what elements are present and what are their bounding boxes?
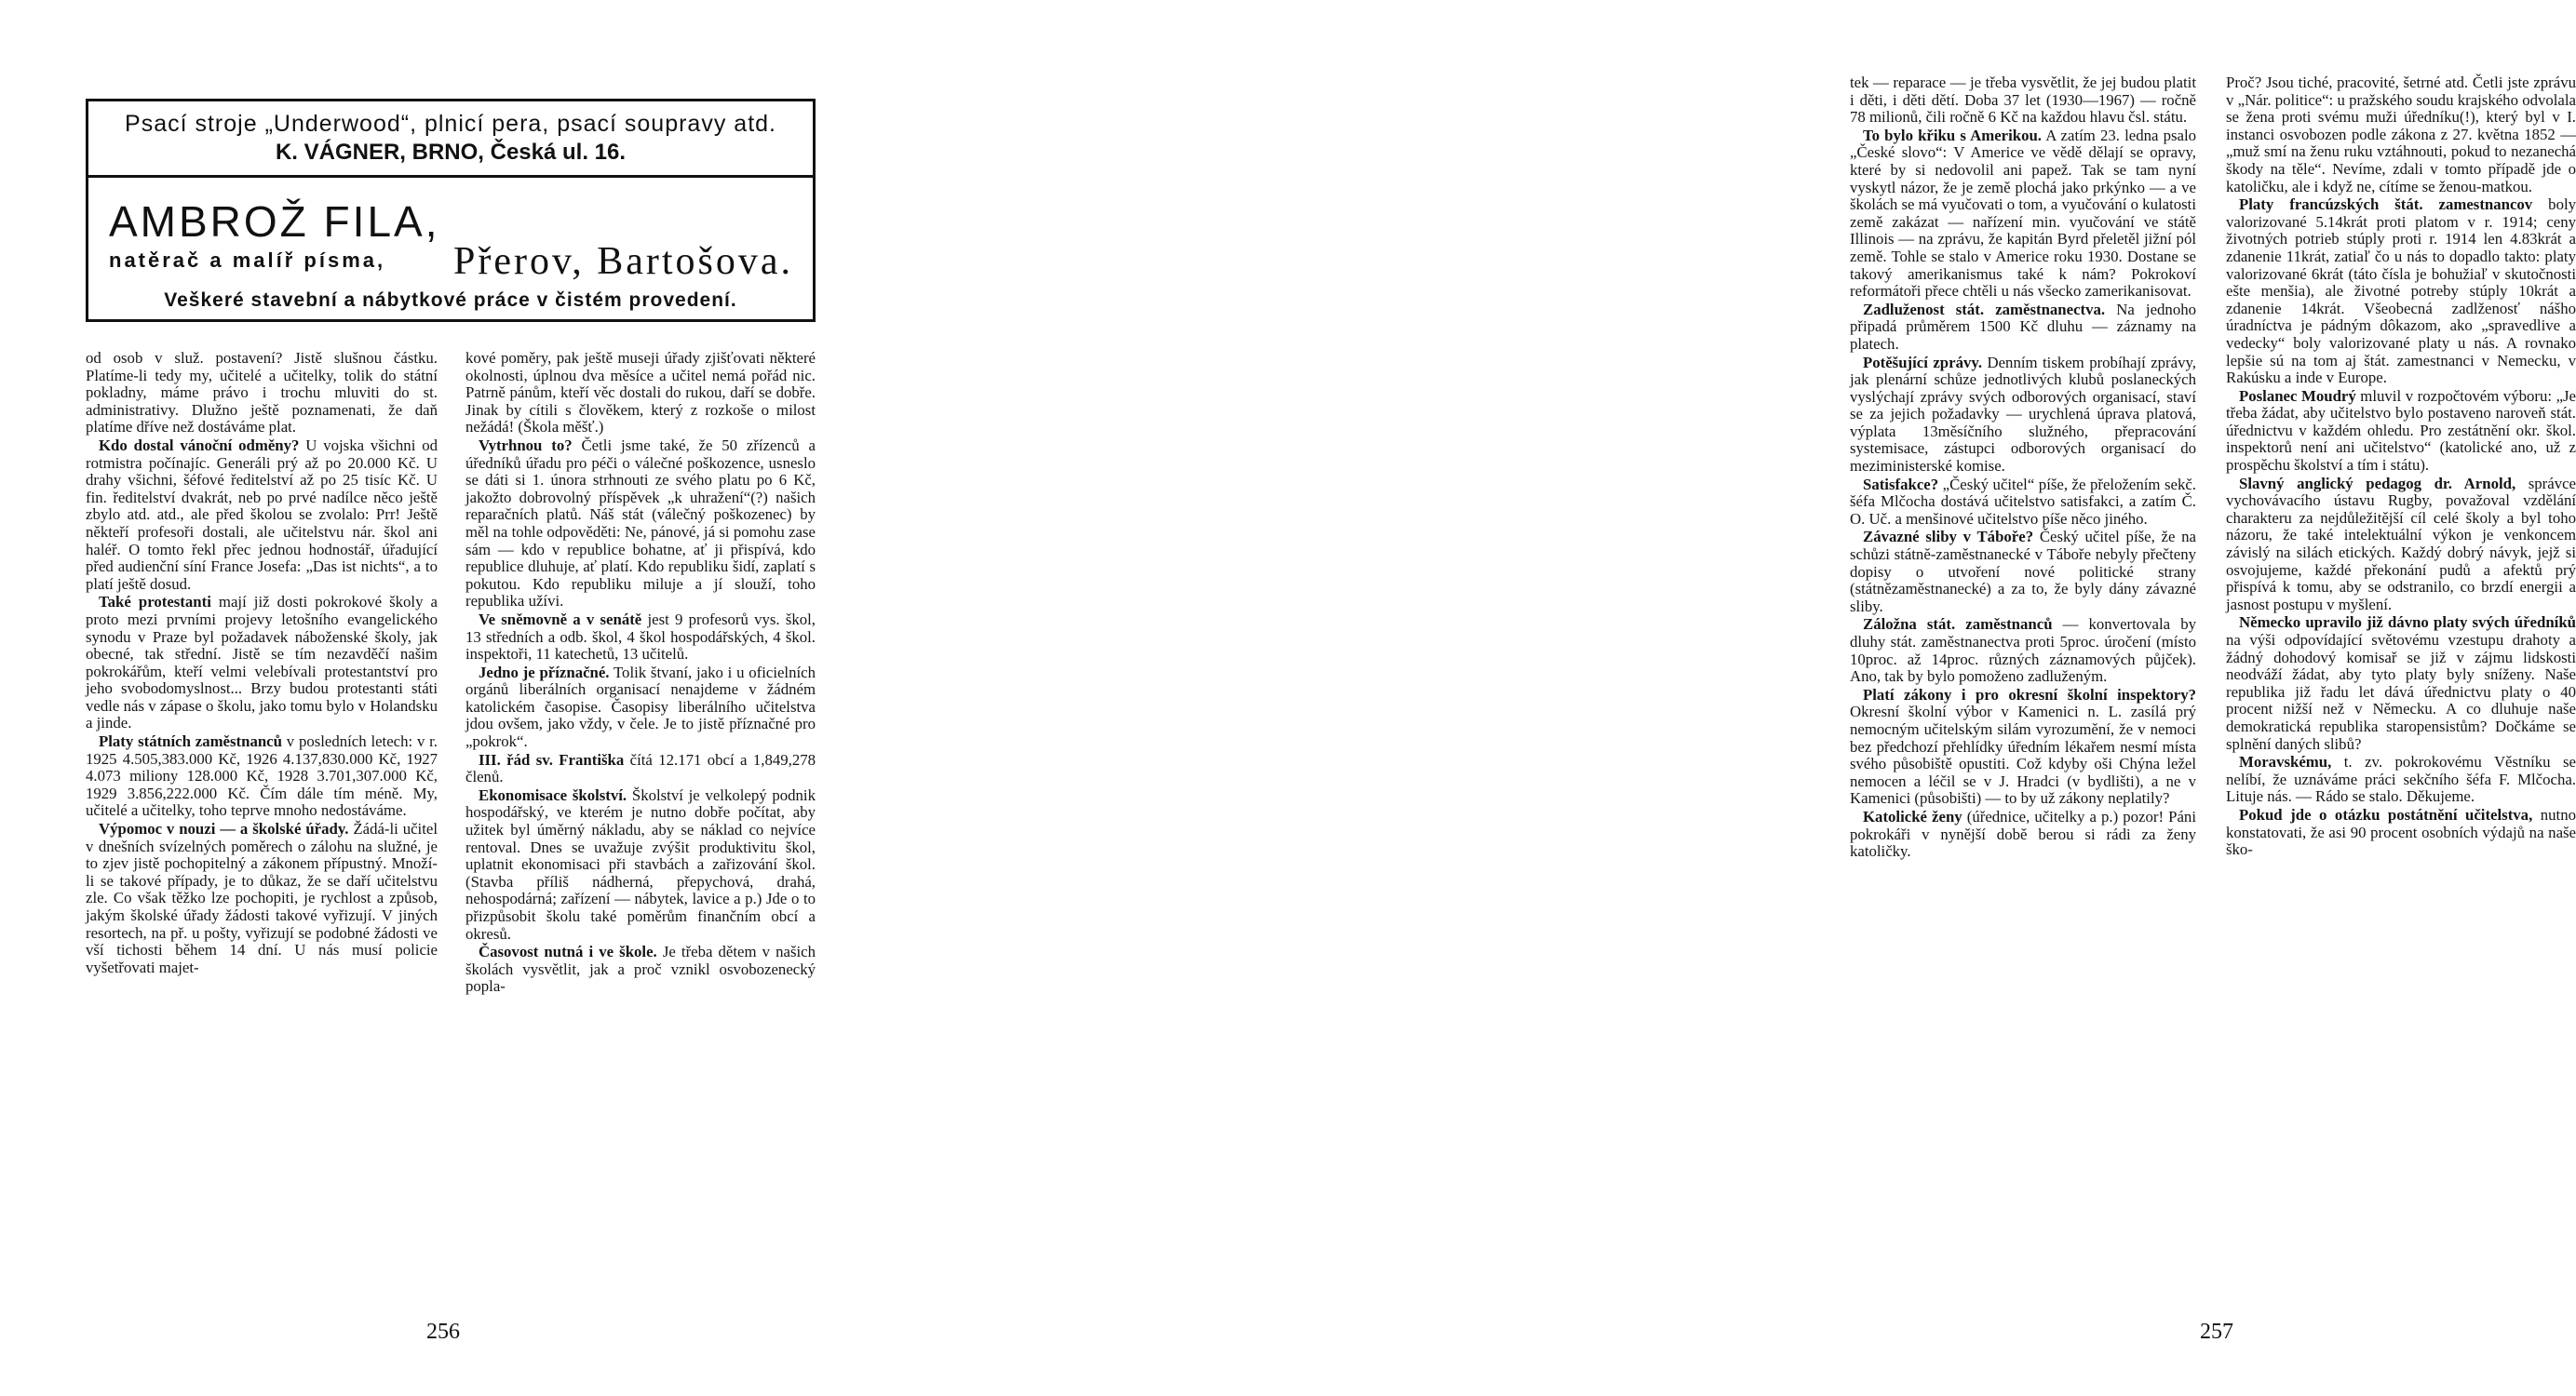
article-text: na výši odpovídající světovému vzestupu drahoty a žádný dohodový komisař se již v zájmu lidskosti neodváží žádat, aby tyto platy byly sníženy. Naše republika již řadu let dává úřednictvu platy o 40 procent nižší než v Německu. A co dluhuje naše demokratická republika staropensistům? Dočkáme se splnění daných slibů? <box>2226 631 2576 753</box>
text-column-4 <box>2226 74 2576 860</box>
article-text: správce vychovávacího ústavu Rugby, považoval vzdělání charakteru za nejdůležitější cíl celé školy a byl toho názoru, že také intelektuální výkon je venkoncem závislý na silách etických. Každý dobrý návyk, jejž si osvojujeme, každé překonání pudů a afektů prý přispívá k tomu, aby se odstranilo, co brzdí energii a jasnost postupu v myšlení. <box>2226 474 2576 613</box>
article-heading: Jedno je příznačné. <box>479 663 610 681</box>
advertisement-header <box>88 101 813 178</box>
advertisement-box <box>86 99 816 322</box>
article-heading: Ve sněmovně a v senátě <box>479 610 642 628</box>
article-text: čítá 12.171 obcí a 1,849,278 členů. <box>465 750 816 786</box>
article-text: t. zv. pokrokovému Věstníku se nelíbí, že uznáváme práci sekčního šéfa F. Mlčocha. Lituje nás. — Rádo se stalo. Děkujeme. <box>2226 753 2576 806</box>
article-paragraph <box>1850 74 2196 127</box>
advertisement-line-2: K. VÁGNER, BRNO, Česká ul. 16. <box>275 140 627 165</box>
article-heading: Zadluženost stát. zaměstnanectva. <box>1863 300 2106 318</box>
article-heading: Satisfakce? <box>1863 475 1939 493</box>
text-column-3 <box>1850 74 2196 862</box>
article-paragraph <box>465 944 816 996</box>
article-heading: To bylo křiku s Amerikou. <box>1863 126 2043 144</box>
article-text: nutno konstatovati, že asi 90 procent osobních výdajů na naše ško- <box>2226 805 2576 859</box>
article-heading: Záložna stát. zaměstnanců <box>1863 615 2053 634</box>
article-paragraph <box>86 350 438 436</box>
article-heading: Platy státních zaměstnanců <box>99 732 282 751</box>
article-heading: Moravskému, <box>2239 753 2332 772</box>
article-text: mají již dosti pokrokové školy a proto mezi prvními projevy letošního evangelického synodu v Praze byl požadavek náboženské školy, jak obecné, tak střední. Jistě se tím nezavděčí našim pokrokářům, kteří velmi velebívali protestantství pro jeho svobodomyslnost... Brzy budou protestanti státi vedle nás v zápase o školu, jako tomu bylo v Holandsku a jinde. <box>86 593 438 732</box>
article-paragraph <box>465 611 816 664</box>
right-page <box>887 0 2576 1396</box>
article-heading: III. řád sv. Františka <box>479 750 625 769</box>
article-paragraph <box>2226 388 2576 475</box>
article-paragraph <box>2226 807 2576 859</box>
article-text: (úřednice, učitelky a p.) pozor! Páni pokrokáři v nynější době berou si rádi za ženy katoličky. <box>1850 807 2196 861</box>
article-text: Četli jsme také, že 50 zřízenců a úředníků úřadu pro péči o válečné poškozence, usneslo se dáti si 1. února strhnouti ze svého platu po 6 Kč, jakožto dobrovolný příspěvek „k uhražení“(?) našich reparačních platů. Náš stát (válečný poškozenec) by měl na tohle odpověděti: Ne, pánové, já si pomohu zase sám — kdo v republice bohatne, ať ji přispívá, kdo republice dluhuje, ať platí. Kdo republiku šidí, zaplatí s pokutou. Kdo republiku miluje a jí slouží, toho republika užívi. <box>465 436 816 611</box>
advertisement-trade: natěrač a malíř písma, <box>109 248 386 272</box>
article-text: mluvil v rozpočtovém výboru: „Je třeba žádat, aby učitelstvo bylo postaveno naroveň stát. úřednictvu v každém ohledu. Pro zestátnění okr. škol. inspektorů není ani učitelstvo“ (katolické ano, už z prospěchu školství a tím i státu). <box>2226 386 2576 475</box>
article-text: Školství je velkolepý podnik hospodářský, ve kterém je nutno dobře počítat, aby užitek byl úměrný nákladu, aby se náklad co nejvíce rentoval. Dnes se uvažuje zvýšit produktivitu škol, uplatnit ekonomisaci při stavbách a zařizování škol. (Stavba příliš nádherná, přepychová, drahá, nehospodárná; zařízení — nábytek, lavice a p.) Jde o to přizpůsobit školu také poměrům finančním obcí a okresů. <box>465 785 816 943</box>
article-text: boly valorizované 5.14krát proti platom v r. 1914; ceny životných potrieb stúply proti r. 1914 len 4.83krát a zdanenie 11krát, zatiaľ čo u nás to dopadlo takto: platy valorizované 6krát (táto čísla je bohužiaľ v skutočnosti ešte menšia), ale životné potreby stúply 10krát a zdanenie 14krát. Všeobecná zadlženosť nášho úradníctva je pádným dôkazom, ako „spravedlive a vedecky“ boly valorizované platy u nás. A rovnako lepšie sú na tom aj štát. zamestnanci v Nemecku, v Rakúsku a inde v Europe. <box>2226 195 2576 387</box>
article-heading: Také protestanti <box>99 593 211 611</box>
advertisement-town: Přerov, Bartošova. <box>453 240 794 283</box>
article-heading: Výpomoc v nouzi — a školské úřady. <box>99 820 349 839</box>
advertisement-name: AMBROŽ FILA, <box>109 197 440 246</box>
article-heading: Německo upravilo již dávno platy svých úředníků <box>2239 613 2576 632</box>
article-paragraph <box>2226 614 2576 753</box>
article-text: jest 9 profesorů vys. škol, 13 středních a odb. škol, 4 škol hospodářských, 4 škol. inspektoři, 11 katechetů, 13 učitelů. <box>465 610 816 664</box>
article-paragraph <box>1850 529 2196 615</box>
article-text: Český učitel píše, že na schůzi státně-zaměstnanecké v Táboře nebyly přečteny dopisy o utvoření nové politické strany (státnězaměstnanecké) a za to, že byly dány závazné sliby. <box>1850 528 2196 615</box>
article-paragraph <box>86 594 438 732</box>
article-text: U vojska všichni od rotmistra počínajíc. Generáli prý až po 20.000 Kč. U drahy všichni, šéfové ředitelství až po 25 tisíc Kč. U fin. ředitelství dvakrát, neb po prvé nadílce něco ještě zbylo atd. atd., ale před školou se zvolalo: Prr! Ještě někteří profesoři dostali, ale učitelstvu nár. škol ani haléř. O tomto řekl přec jednou hodnostář, úřadující před audienční síní France Josefa: „Das ist nichts“, a to platí ještě dosud. <box>86 436 438 593</box>
article-heading: Platí zákony i pro okresní školní inspektory? <box>1863 685 2196 704</box>
article-paragraph <box>2226 196 2576 387</box>
article-paragraph <box>465 664 816 751</box>
article-text: kové poměry, pak ještě museji úřady zjišťovati některé okolnosti, úplnou dva měsíce a učitel nemá pořád nic. Patrně pánům, kteří věc dostali do rukou, daří se dobře. Jinak by cítili s člověkem, který z rozkoše o milost nežádá! (Škola měšť.) <box>465 349 816 436</box>
article-paragraph <box>86 821 438 976</box>
article-paragraph <box>2226 754 2576 806</box>
article-text: Proč? Jsou tiché, pracovité, šetrné atd. Četli jste zprávu v „Nár. politice“: u pražského soudu krajského odvolala se žena proti svému muži úředníku(!), který byl v I. instanci osvobozen podle zákona z 27. května 1852 — „muž smí na ženu ruku vztáhnouti, pokud to nezanechá škody na těle“. Nevíme, zdali v tomto případě jde o katoličku, ale i když ne, cítíme se ženou-matkou. <box>2226 74 2576 195</box>
advertisement-tagline: Veškeré stavební a nábytkové práce v čistém provedení. <box>164 289 737 311</box>
left-page <box>0 0 887 1396</box>
article-paragraph <box>1850 477 2196 529</box>
article-paragraph <box>1850 616 2196 685</box>
article-paragraph <box>1850 687 2196 808</box>
article-paragraph <box>86 733 438 820</box>
article-text: Tolik štvaní, jako i u oficielních orgánů liberálních organisací nenajdeme v žádném katolickém časopise. Časopisy liberálního učitelstva jdou ovšem, jako vždy, v čele. Je to jistě příznačné pro „pokrok“. <box>465 663 816 751</box>
article-paragraph <box>2226 74 2576 195</box>
article-text: v posledních letech: v r. 1925 4.505,383.000 Kč, 1926 4.137,830.000 Kč, 1927 4.073 miliony 128.000 Kč, 1928 3.701,307.000 Kč, 1929 3.856,222.000 Kč. Čím dále tím méně. My, učitelé a učitelky, toho teprve mnoho nedostáváme. <box>86 732 438 820</box>
text-column-1 <box>86 350 438 977</box>
article-text: Denním tiskem probíhají zprávy, jak plenární schůze jednotlivých klubů poslaneckých vyslýchají zprávy svých odborových organisací, staví se za jejich požadavky — urychlená úprava platová, výplata 13měsíčního služného, přepracování systemisace, zástupci odborových organisací do meziministerské komise. <box>1850 353 2196 476</box>
page-number-left: 256 <box>426 1320 460 1344</box>
article-text: Okresní školní výbor v Kamenici n. L. zasílá prý nemocným učitelským silám vyrozumění, že v nemoci bez předchozí přehlídky úředním lékařem nesmí místa svého působiště opustiti. Což kdyby oši Chýna ležel nemocen a léčil se v J. Hradci (v bydlišti), a ne v Kamenici (působišti) — to by už zákony neplatily? <box>1850 703 2196 808</box>
article-paragraph <box>1850 809 2196 861</box>
article-heading: Ekonomisace školství. <box>479 785 627 804</box>
article-heading: Vytrhnou to? <box>479 436 573 454</box>
article-heading: Časovost nutná i ve škole. <box>479 943 657 961</box>
article-text: tek — reparace — je třeba vysvětlit, že jej budou platit i děti, i děti dětí. Doba 37 let (1930—1967) — ročně 78 milionů, čili ročně 6 Kč na každou hlavu čsl. státu. <box>1850 74 2196 127</box>
article-paragraph <box>1850 128 2196 301</box>
article-heading: Potěšující zprávy. <box>1863 353 1983 371</box>
article-text: Na jednoho připadá průměrem 1500 Kč dluhu — záznamy na platech. <box>1850 300 2196 353</box>
text-column-2 <box>465 350 816 997</box>
article-paragraph <box>465 437 816 611</box>
article-heading: Závazné sliby v Táboře? <box>1863 528 2034 546</box>
article-text: od osob v služ. postavení? Jistě slušnou částku. Platíme-li tedy my, učitelé a učitelky, tolik do státní pokladny, máme právo i trochu mluviti do st. administrativy. Dlužno ještě poznamenati, že daň platíme dříve než dostáváme plat. <box>86 349 438 436</box>
article-paragraph <box>2226 476 2576 614</box>
article-heading: Kdo dostal vánoční odměny? <box>99 436 300 454</box>
article-heading: Platy francúzských štát. zamestnancov <box>2239 195 2533 214</box>
article-heading: Katolické ženy <box>1863 807 1962 826</box>
article-heading: Poslanec Moudrý <box>2239 386 2356 405</box>
article-paragraph <box>1850 302 2196 354</box>
article-text: Žádá-li učitel v dnešních svízelných poměrech o zálohu na služné, je to zjev jistě pochopitelný a zákonem přípustný. Množí-li se takové případy, je to důkaz, že se daří učitelstvu zle. Co však těžko lze pochopiti, je rychlost a způsob, jakým školské úřady žádosti takové vyřizují. V jiných resortech, na př. u pošty, vyřizují se podobné žádosti ve vší tichosti během 14 dní. U nás musí policie vyšetřovati majet- <box>86 820 438 976</box>
article-heading: Slavný anglický pedagog dr. Arnold, <box>2239 474 2516 492</box>
page-number-right: 257 <box>2200 1320 2233 1344</box>
article-text: A zatím 23. ledna psalo „České slovo“: V Americe ve vědě dělají se opravy, které by si nedovolil ani papež. Tak se tam nyní vyskytl názor, že je země plochá jako prkýnko — a ve školách se má vyučovati o tom, a vyučování o kulatosti země zakázat — nařízení min. vyučování ve státě Illinois — na zprávu, že kapitán Byrd přeletěl jižní pól země. Tohle se stalo v Americe roku 1930. Dostane se takový amerikanismus také k nám? Pokrokoví reformátoři přece chtěli u nás všecko zamerikanisovat. <box>1850 126 2196 301</box>
article-paragraph <box>465 350 816 436</box>
article-paragraph <box>465 752 816 786</box>
article-text: Je třeba dětem v našich školách vysvětlit, jak a proč vznikl osvobozenecký popla- <box>465 943 816 996</box>
article-paragraph <box>1850 355 2196 476</box>
article-heading: Pokud jde o otázku postátnění učitelstva, <box>2239 805 2533 824</box>
article-paragraph <box>86 437 438 593</box>
article-paragraph <box>465 787 816 943</box>
article-text: „Český učitel“ píše, že přeložením sekč. šéfa Mlčocha dostává učitelstvo satisfakci, a zatím Č. O. Uč. a menšinové učitelstvo píše něco jiného. <box>1850 475 2196 528</box>
advertisement-line-1: Psací stroje „Underwood“, plnicí pera, psací soupravy atd. <box>125 111 776 137</box>
article-text: — konvertovala by dluhy stát. zaměstnanectva proti 5proc. úročení (místo 10proc. až 14proc. různých záznamových půjček). Ano, tak by bylo pomoženo zadluženým. <box>1850 615 2196 686</box>
